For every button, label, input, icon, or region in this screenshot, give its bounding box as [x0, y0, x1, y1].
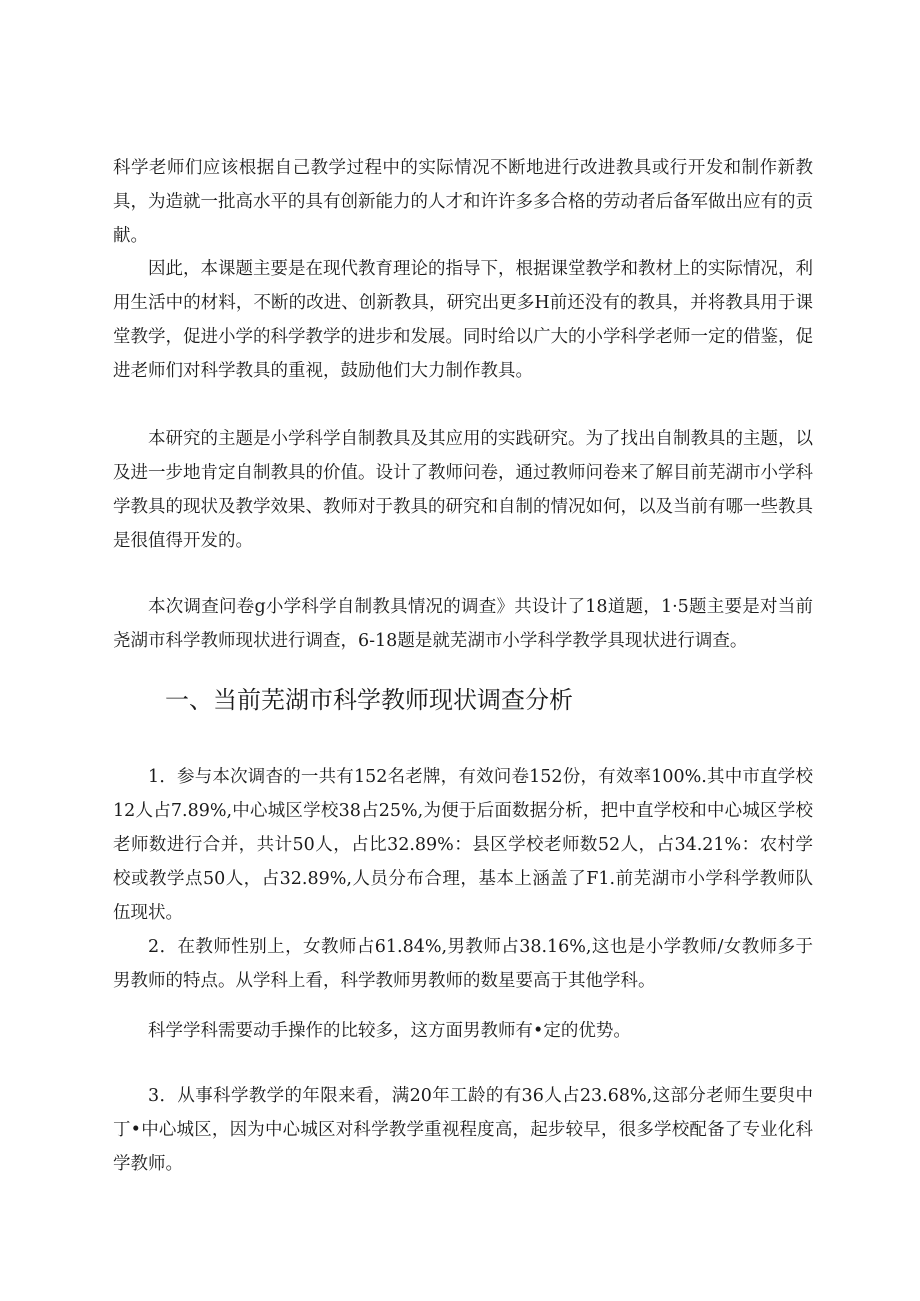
paragraph-intro-continued: 科学老师们应该根据自己教学过程中的实际情况不断地进行改进教具或行开发和制作新教具，为造就一批高水平的具有创新能力的人才和许许多多合格的劳动者后备军做出应有的贡献。 — [113, 158, 813, 246]
paragraph-item-3: 3．从事科学教学的年限来看，满20年工龄的有36人占23.68%,这部分老师生要臾中丁•中心城区，因为中心城区对科学教学重视程度高，起步较早，很多学校配备了专业化科学教师。 — [113, 1086, 813, 1174]
paragraph-research-theme: 本研究的主题是小学科学自制教具及其应用的实践研究。为了找出自制教具的主题，以及进一步地肯定自制教具的价值。设计了教师问卷，通过教师问卷来了解目前芜湖市小学科学教具的现状及教学效果、教师对于教具的研究和自制的情况如何，以及当前有哪一些教具是很值得开发的。 — [113, 429, 813, 551]
paragraph-item-2-continued: 科学学科需要动手操作的比较多，这方面男教师有•定的优势。 — [148, 1021, 631, 1041]
paragraph-survey-design: 本次调查问卷g小学科学自制教具情况的调查》共设计了18道题，1·5题主要是对当前尧湖市科学教师现状进行调查，6-18题是就芜湖市小学科学教学具现状进行调查。 — [113, 597, 813, 651]
section-heading: 一、当前芜湖市科学教师现状调查分析 — [165, 686, 573, 714]
paragraph-item-1: 1．参与本次调杳的一共有152名老牌，有效问卷152份，有效率100%.其中市直学校12人占7.89%,中心城区学校38占25%,为便于后面数据分析，把中直学校和中心城区学校老师数进行合并，共计50人，占比32.89%：县区学校老师数52人，占34.21%：农村学校或教学点50人，占32.89%,人员分布合理，基本上涵盖了F1.前芜湖市小学科学教师队伍现状。 — [113, 767, 813, 923]
paragraph-item-2: 2．在教师性别上，女教师占61.84%,男教师占38.16%,这也是小学教师/女教师多于男教师的特点。从学科上看，科学教师男教师的数星要高于其他学科。 — [113, 937, 813, 991]
paragraph-research-purpose: 因此，本课题主要是在现代教育理论的指导下，根据课堂教学和教材上的实际情况，利用生活中的材料，不断的改进、创新教具，研究出更多H前还没有的教具，并将教具用于课堂教学，促进小学的科学教学的进步和发展。同时给以广大的小学科学老师一定的借鉴，促进老师们对科学教具的重视，鼓励他们大力制作教具。 — [113, 259, 813, 381]
